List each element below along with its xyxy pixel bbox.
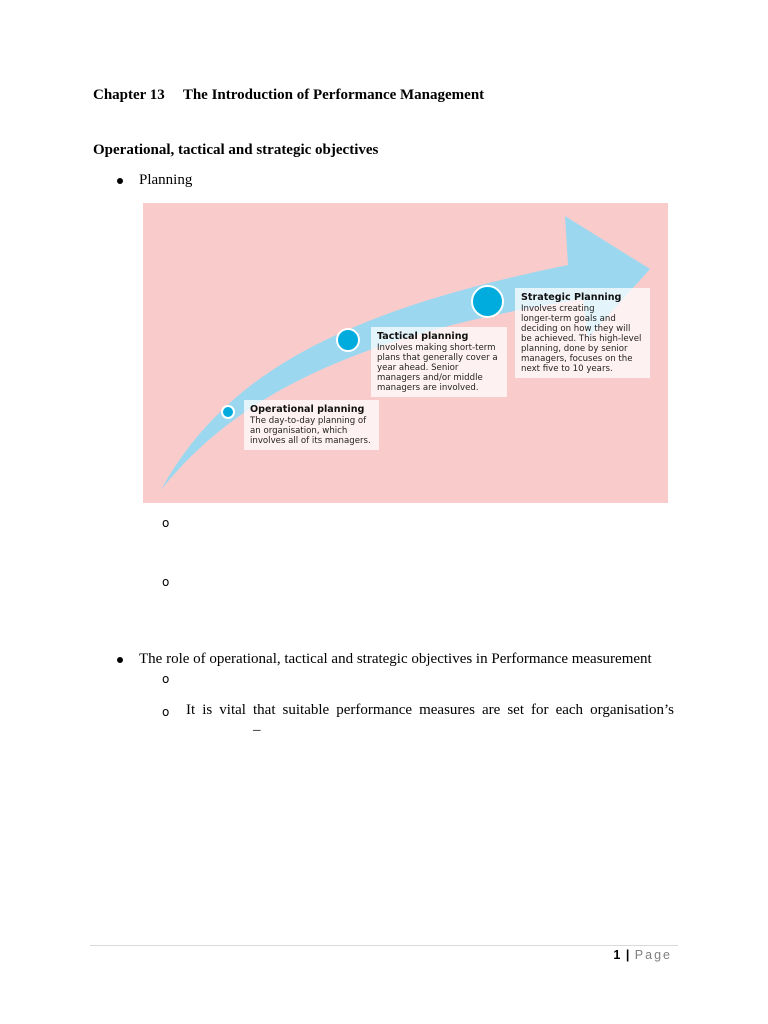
strategic-planning-title: Strategic Planning bbox=[521, 292, 622, 303]
strategic-planning-text: Involves creating longer-term goals and deciding on how they will be achieved. This high-level planning, done by senior managers, focuses on the next five to 10 years. bbox=[521, 304, 642, 374]
sub-bullet-marker: o bbox=[162, 705, 170, 719]
page-word: Page bbox=[634, 948, 672, 962]
bullet-dot bbox=[117, 178, 123, 184]
bullet-planning: Planning bbox=[139, 172, 193, 188]
chapter-label: Chapter 13 bbox=[93, 87, 165, 103]
section-heading: Operational, tactical and strategic objectives bbox=[93, 142, 379, 158]
bullet-role-of-objectives: The role of operational, tactical and strategic objectives in Performance measurement bbox=[139, 651, 652, 667]
footer-divider bbox=[90, 945, 678, 946]
strategic-planning-box bbox=[515, 288, 650, 378]
tactical-dot bbox=[336, 328, 360, 352]
sub-bullet-marker: o bbox=[162, 575, 170, 589]
operational-planning-title: Operational planning bbox=[250, 404, 365, 415]
sub-bullet-marker: o bbox=[162, 516, 170, 530]
chapter-title bbox=[93, 87, 484, 104]
strategic-dot bbox=[471, 285, 504, 318]
page-separator: | bbox=[625, 948, 631, 962]
tactical-planning-text: Involves making short-term plans that generally cover a year ahead. Senior managers and/or middle managers are involved. bbox=[377, 343, 498, 393]
operational-dot bbox=[221, 405, 235, 419]
operational-planning-box bbox=[244, 400, 379, 450]
operational-planning-text: The day-to-day planning of an organisation, which involves all of its managers. bbox=[250, 416, 371, 446]
page-footer bbox=[613, 948, 672, 962]
tactical-planning-title: Tactical planning bbox=[377, 331, 469, 342]
tactical-planning-box bbox=[371, 327, 507, 397]
continuation-dash: – bbox=[253, 722, 261, 738]
planning-diagram bbox=[143, 203, 668, 503]
bullet-dot bbox=[117, 657, 123, 663]
sub-bullet-marker: o bbox=[162, 672, 170, 686]
performance-measures-text: It is vital that suitable performance measures are set for each organisation’s bbox=[186, 702, 674, 718]
chapter-name: The Introduction of Performance Management bbox=[182, 87, 485, 103]
page-number: 1 bbox=[613, 948, 622, 962]
